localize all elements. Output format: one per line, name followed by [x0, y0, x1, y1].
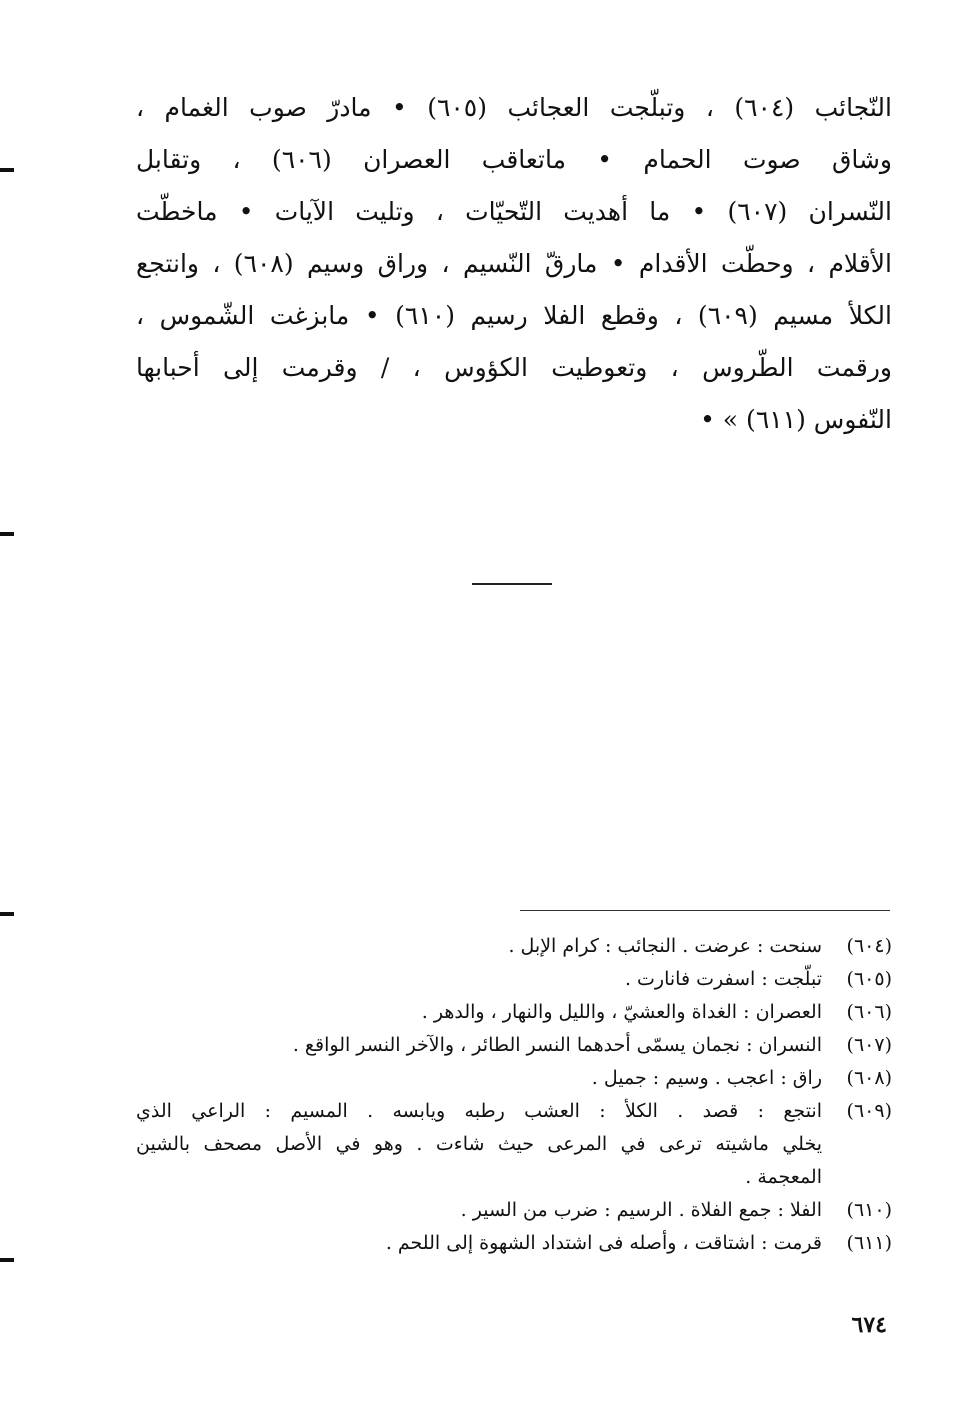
footnote-item: [136, 1095, 892, 1194]
scan-edge-mark: [0, 912, 14, 916]
footnote-line: تبلّجت : اسفرت فانارت .: [624, 968, 822, 990]
footnote-item: [136, 1029, 892, 1062]
footnote-item: [136, 996, 892, 1029]
footnote-number: (٦٠٤): [846, 935, 892, 957]
main-text-line: الكلأ مسيم (٦٠٩) ، وقطع الفلا رسيم (٦١٠) • مابزغت الشّموس ،: [136, 301, 892, 330]
footnote-number: (٦٠٧): [846, 1034, 892, 1056]
footnote-item: [136, 1062, 892, 1095]
footnote-line: انتجع : قصد . الكلأ : العشب رطبه ويابسه . المسيم : الراعي الذي: [136, 1100, 822, 1122]
footnote-number: (٦٠٥): [846, 968, 892, 990]
footnote-number: (٦٠٩): [846, 1100, 892, 1122]
footnote-item: [136, 963, 892, 996]
footnote-number: (٦١١): [846, 1232, 892, 1254]
footnote-line: النسران : نجمان يسمّى أحدهما النسر الطائر ، والآخر النسر الواقع .: [292, 1034, 822, 1056]
footnote-line: العصران : الغداة والعشيّ ، والليل والنهار ، والدهر .: [421, 1001, 822, 1023]
footnote-line: سنحت : عرضت . النجائب : كرام الإبل .: [508, 935, 822, 957]
footnote-text: [136, 1062, 822, 1095]
footnote-line: راق : اعجب . وسيم : جميل .: [591, 1067, 822, 1089]
footnote-line: الفلا : جمع الفلاة . الرسيم : ضرب من السير .: [460, 1199, 822, 1221]
footnote-text: [136, 1029, 822, 1062]
scan-edge-mark: [0, 1258, 14, 1262]
footnote-line: المعجمة .: [745, 1166, 822, 1188]
main-text-line: ورقمت الطّروس ، وتعوطيت الكؤوس ، / وقرمت إلى أحبابها: [136, 353, 892, 382]
footnote-text: [136, 996, 822, 1029]
footnote-line: يخلي ماشيته ترعى في المرعى حيث شاءت . وهو في الأصل مصحف بالشين: [136, 1133, 822, 1155]
main-text-line: وشاق صوت الحمام • ماتعاقب العصران (٦٠٦) ، وتقابل: [136, 145, 892, 174]
footnote-text: [136, 1227, 822, 1260]
footnote-number: (٦١٠): [846, 1199, 892, 1221]
footnote-text: [136, 963, 822, 996]
page-number: ٦٧٤: [851, 1312, 887, 1338]
footnote-item: [136, 930, 892, 963]
scan-edge-mark: [0, 168, 14, 172]
main-text-block: [136, 82, 892, 446]
footnote-number: (٦٠٨): [846, 1067, 892, 1089]
footnote-item: [136, 1227, 892, 1260]
footnotes-block: [136, 930, 892, 1260]
scan-edge-mark: [0, 532, 14, 536]
footnote-rule: [520, 910, 890, 911]
footnote-line: قرمت : اشتاقت ، وأصله فى اشتداد الشهوة إلى اللحم .: [385, 1232, 822, 1254]
main-text-line: النّفوس (٦١١) » •: [700, 405, 892, 434]
main-text-line: الأقلام ، وحطّت الأقدام • مارقّ النّسيم ، وراق وسيم (٦٠٨) ، وانتجع: [136, 249, 892, 278]
footnote-text: [136, 930, 822, 963]
section-divider: [472, 583, 552, 585]
footnote-item: [136, 1194, 892, 1227]
main-text-line: النّجائب (٦٠٤) ، وتبلّجت العجائب (٦٠٥) • مادرّ صوب الغمام ،: [136, 93, 892, 122]
footnote-text: [136, 1194, 822, 1227]
footnote-text: [136, 1095, 822, 1194]
main-text-line: النّسران (٦٠٧) • ما أهديت التّحيّات ، وتليت الآيات • ماخطّت: [136, 197, 892, 226]
footnote-number: (٦٠٦): [846, 1001, 892, 1023]
